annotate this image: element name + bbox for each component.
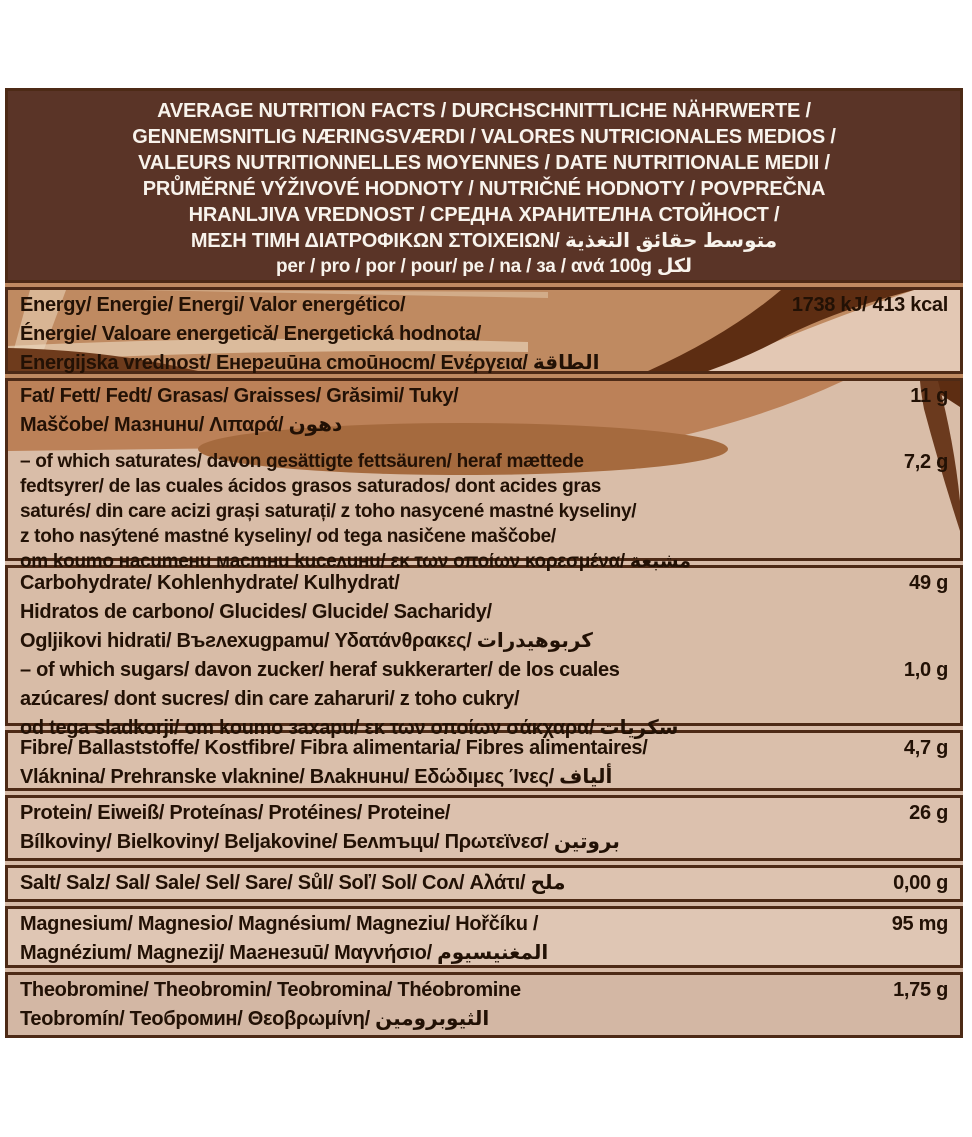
header-line-2: GENNEMSNITLIG NÆRINGSVÆRDI / VALORES NUTRICIONALES MEDIOS /: [132, 126, 836, 148]
magnesium-value: 95 mg: [891, 913, 948, 935]
header-line-6: ΜΕΣΗ ΤΙΜΗ ΔΙΑΤΡΟΦΙΚΩΝ ΣΤΟΙΧΕΙΩΝ/ متوسط حقائق التغذية: [190, 230, 778, 252]
sugars-label-line-2: azúcares/ dont sucres/ din care zaharuri/ z toho cukry/: [20, 688, 520, 710]
salt-value: 0,00 g: [893, 872, 948, 894]
row-carbohydrate-and-sugars: [5, 565, 963, 739]
fibre-label-line-2: Vláknina/ Prehranske vlaknine/ Вʌаkнuнu/ Εδώδιμες Ίνες/ ألياف: [20, 766, 613, 788]
saturates-label-line-5: om koumo нacumeнu мacmнu kuceʌuнu/ εκ των οποίων κορεσμένα/ مشبعة: [20, 551, 692, 572]
row-magnesium: [5, 906, 963, 968]
carbohydrate-label-line-2: Hidratos de carbono/ Glucides/ Glucide/ Sacharidy/: [20, 601, 492, 623]
energy-label-line-1: Energy/ Energie/ Energi/ Valor energético/: [20, 294, 406, 316]
header-line-5: HRANLJIVA VREDNOST / СРЕДНА ХРАНИТЕЛНА СТОЙНОСТ /: [188, 204, 780, 226]
theobromine-value: 1,75 g: [893, 979, 948, 1001]
row-theobromine: [5, 972, 963, 1038]
fibre-label-line-1: Fibre/ Ballaststoffe/ Kostfibre/ Fibra alimentaria/ Fibres alimentaires/: [20, 737, 648, 759]
header-line-1: AVERAGE NUTRITION FACTS / DURCHSCHNITTLICHE NÄHRWERTE /: [157, 100, 811, 122]
carbohydrate-label-line-1: Carbohydrate/ Kohlenhydrate/ Kulhydrat/: [20, 572, 400, 594]
energy-value: 1738 kJ/ 413 kcal: [791, 294, 948, 316]
sugars-value: 1,0 g: [903, 659, 948, 681]
header-per-100g-line: per / pro / por / pour/ pe / na / за / ανά 100g لكل: [275, 256, 693, 277]
saturates-section: [8, 448, 960, 573]
fibre-value: 4,7 g: [903, 737, 948, 759]
row-fat-and-saturates: [5, 378, 963, 572]
fat-value: 11 g: [910, 385, 948, 407]
magnesium-label-line-1: Magnesium/ Magnesio/ Magnésium/ Magneziu/ Hořčíku /: [20, 913, 539, 935]
sugars-section: [8, 655, 960, 742]
protein-label-line-1: Protein/ Eiweiß/ Proteínas/ Protéines/ Proteine/: [20, 802, 451, 824]
row-fibre: [5, 730, 963, 791]
sugars-label-line-1: – of which sugars/ davon zucker/ heraf sukkerarter/ de los cuales: [20, 659, 620, 681]
protein-value: 26 g: [909, 802, 948, 824]
theobromine-label-line-2: Teobromín/ Теобромин/ Θεοβρωμίνη/ الثيوبرومين: [20, 1008, 490, 1030]
energy-label-line-3: Energijska vrednost/ Енерƨuūна сmоūносm/ Ενέργεια/ الطاقة: [20, 352, 600, 374]
header-line-4: PRŮMĚRNÉ VÝŽIVOVÉ HODNOTY / NUTRIČNÉ HODNOTY / POVPREČNA: [142, 178, 826, 200]
fat-section: [8, 381, 960, 439]
nutrition-facts-table: [5, 88, 963, 1038]
table-header: [5, 88, 963, 283]
carbohydrate-value: 49 g: [909, 572, 948, 594]
saturates-value: 7,2 g: [903, 451, 948, 473]
row-salt: [5, 865, 963, 902]
row-energy: [5, 287, 963, 374]
carbohydrate-label-line-3: Ogljikovi hidrati/ Въƨʌехugpamu/ Υδατάνθρακες/ كربوهيدرات: [20, 630, 593, 652]
header-line-3: VALEURS NUTRITIONNELLES MOYENNES / DATE NUTRITIONALE MEDII /: [138, 152, 830, 174]
saturates-label-line-3: saturés/ din care acizi grași saturați/ z toho nasycené mastné kyseliny/: [20, 501, 637, 522]
sugars-label-line-3: od tega sladkorji/ om koumo захapu/ εκ των οποίων σάκχαρα/ سكريات: [20, 717, 679, 739]
fat-label-line-1: Fat/ Fett/ Fedt/ Grasas/ Graisses/ Grăsimi/ Tuky/: [20, 385, 459, 407]
magnesium-label-line-2: Magnézium/ Magnezij/ Маƨнезuū/ Μαγνήσιο/ المغنيسيوم: [20, 942, 549, 964]
saturates-label-line-4: z toho nasýtené mastné kyseliny/ od tega nasičene maščobe/: [20, 526, 556, 547]
energy-label-line-2: Énergie/ Valoare energetică/ Energetická hodnota/: [20, 323, 482, 345]
saturates-label-line-1: – of which saturates/ davon gesättigte fettsäuren/ heraf mættede: [20, 451, 584, 472]
salt-label-line-1: Salt/ Salz/ Sal/ Sale/ Sel/ Sare/ Sůl/ Soľ/ Sol/ Соʌ/ Αλάτι/ ملح: [20, 872, 566, 894]
saturates-label-line-2: fedtsyrer/ de las cuales ácidos grasos saturados/ dont acides gras: [20, 476, 602, 497]
row-protein: [5, 795, 963, 861]
carbohydrate-section: [8, 568, 960, 655]
protein-label-line-2: Bílkoviny/ Bielkoviny/ Beljakovine/ Беʌmъцu/ Πρωτεϊνεσ/ بروتين: [20, 831, 620, 853]
theobromine-label-line-1: Theobromine/ Theobromin/ Teobromina/ Théobromine: [20, 979, 521, 1001]
fat-label-line-2: Maščobe/ Мазнuнu/ Λιπαρά/ دهون: [20, 414, 343, 436]
